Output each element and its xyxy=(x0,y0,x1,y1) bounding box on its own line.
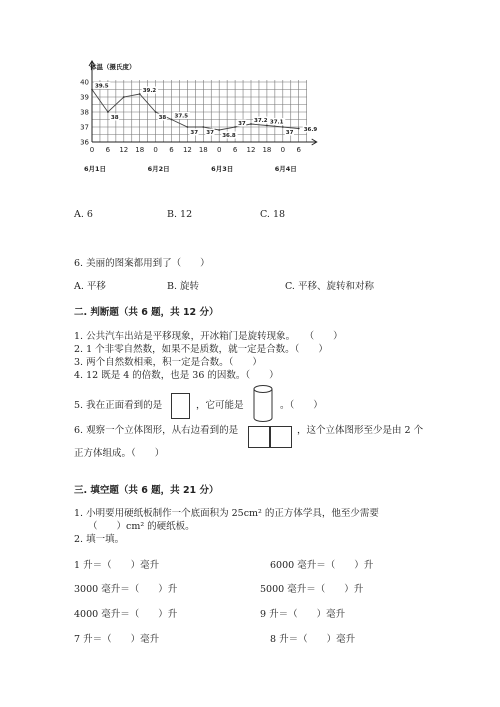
fill-row-4-left: 7 升＝（ ）毫升 xyxy=(74,634,160,645)
fill-row-3-left: 4000 毫升＝（ ）升 xyxy=(74,609,178,620)
section2-title: 二. 判断题（共 6 题，共 12 分） xyxy=(74,307,219,318)
q6-option-b[interactable]: B. 旋转 xyxy=(167,281,200,292)
fill-item-1-a: 1. 小明要用硬纸板制作一个底面积为 25cm² 的正方体学具，他至少需要 xyxy=(74,508,379,519)
data-point xyxy=(123,96,125,98)
day-label: 6月3日 xyxy=(211,165,234,173)
judge-item-6-c: 正方体组成。（ ） xyxy=(74,448,165,459)
x-tick-label: 0 xyxy=(153,146,158,154)
y-tick-label: 40 xyxy=(80,78,89,87)
data-label: 37 xyxy=(190,130,199,136)
judge-item-2: 2. 1 个非零自然数，如果不是质数，就一定是合数。（ ） xyxy=(74,344,328,355)
x-tick-label: 18 xyxy=(262,146,272,154)
data-point xyxy=(250,123,252,125)
fill-row-3-right: 9 升＝（ ）毫升 xyxy=(260,609,346,620)
x-tick-label: 0 xyxy=(216,146,222,154)
side-view-square-left xyxy=(248,426,271,448)
y-tick-label: 38 xyxy=(80,108,89,117)
temperature-chart xyxy=(70,58,330,183)
data-label: 37 xyxy=(206,130,214,136)
data-point xyxy=(107,111,109,113)
cylinder-figure xyxy=(252,384,274,424)
data-point xyxy=(187,126,189,128)
data-label: 37 xyxy=(238,121,246,127)
x-tick-label: 18 xyxy=(198,146,208,154)
fill-row-2-right: 5000 毫升＝（ ）升 xyxy=(260,584,364,595)
data-label: 36.8 xyxy=(222,133,236,139)
q5-option-b[interactable]: B. 12 xyxy=(167,209,193,220)
data-point xyxy=(91,89,93,91)
x-tick-label: 12 xyxy=(246,146,256,154)
judge-item-6-a: 6. 观察一个立体图形，从右边看到的是 xyxy=(74,425,239,436)
fill-item-2: 2. 填一填。 xyxy=(74,534,125,545)
q6-stem: 6. 美丽的图案都用到了（ ） xyxy=(74,258,210,269)
fill-row-1-left: 1 升＝（ ）毫升 xyxy=(74,560,160,571)
x-tick-label: 0 xyxy=(89,146,95,154)
judge-item-6-b: ，这个立体图形至少是由 2 个 xyxy=(297,425,424,436)
fill-item-1-b: （ ）cm² 的硬纸板。 xyxy=(88,521,195,532)
data-label: 37.1 xyxy=(269,119,284,126)
judge-item-4: 4. 12 既是 4 的倍数，也是 36 的因数。（ ） xyxy=(74,370,279,381)
data-label: 39.5 xyxy=(95,83,109,90)
data-point xyxy=(298,128,300,130)
data-point xyxy=(266,125,268,127)
data-label: 37.5 xyxy=(174,113,189,120)
x-tick-label: 6 xyxy=(232,146,238,154)
q6-option-c[interactable]: C. 平移、旋转和对称 xyxy=(285,281,374,292)
q5-option-a[interactable]: A. 6 xyxy=(74,209,93,220)
x-tick-label: 12 xyxy=(182,146,192,154)
data-label: 37.2 xyxy=(254,118,268,124)
data-point xyxy=(155,111,157,113)
fill-row-2-left: 3000 毫升＝（ ）升 xyxy=(74,584,178,595)
data-point xyxy=(171,119,173,121)
x-tick-label: 6 xyxy=(105,146,111,154)
day-label: 6月4日 xyxy=(274,165,297,173)
y-tick-label: 36 xyxy=(80,138,89,147)
data-label: 37 xyxy=(285,130,294,136)
data-point xyxy=(282,126,284,128)
y-tick-label: 37 xyxy=(80,123,89,132)
front-view-rectangle xyxy=(171,393,190,419)
section3-title: 三. 填空题（共 6 题，共 21 分） xyxy=(74,485,219,496)
side-view-square-right xyxy=(269,426,292,448)
x-tick-label: 0 xyxy=(280,146,286,154)
data-label: 39.2 xyxy=(142,88,157,94)
data-point xyxy=(202,126,204,128)
data-label: 38 xyxy=(158,115,167,121)
judge-item-3: 3. 两个自然数相乘，积一定是合数。（ ） xyxy=(74,357,262,368)
judge-item-1: 1. 公共汽车出站是平移现象，开冰箱门是旋转现象。 （ ） xyxy=(74,331,343,342)
data-label: 36.9 xyxy=(303,127,318,133)
judge-item-5-b: ，它可能是 xyxy=(196,400,244,411)
x-tick-label: 6 xyxy=(296,146,301,154)
judge-item-5-a: 5. 我在正面看到的是 xyxy=(74,400,163,411)
x-tick-label: 6 xyxy=(169,146,174,154)
x-tick-label: 18 xyxy=(135,146,145,154)
x-tick-label: 12 xyxy=(119,146,129,154)
q6-option-a[interactable]: A. 平移 xyxy=(74,281,106,292)
data-point xyxy=(234,126,236,128)
judge-item-5-c: 。（ ） xyxy=(280,400,323,411)
q5-option-c[interactable]: C. 18 xyxy=(260,209,286,220)
fill-row-1-right: 6000 毫升＝（ ）升 xyxy=(270,560,374,571)
data-point xyxy=(139,93,141,95)
data-label: 38 xyxy=(110,115,119,121)
y-tick-label: 39 xyxy=(80,93,89,102)
fill-row-4-right: 8 升＝（ ）毫升 xyxy=(270,634,356,645)
day-label: 6月2日 xyxy=(147,165,170,173)
day-label: 6月1日 xyxy=(83,165,107,173)
chart-title: 体温（摄氏度） xyxy=(90,63,136,71)
data-point xyxy=(218,129,220,131)
